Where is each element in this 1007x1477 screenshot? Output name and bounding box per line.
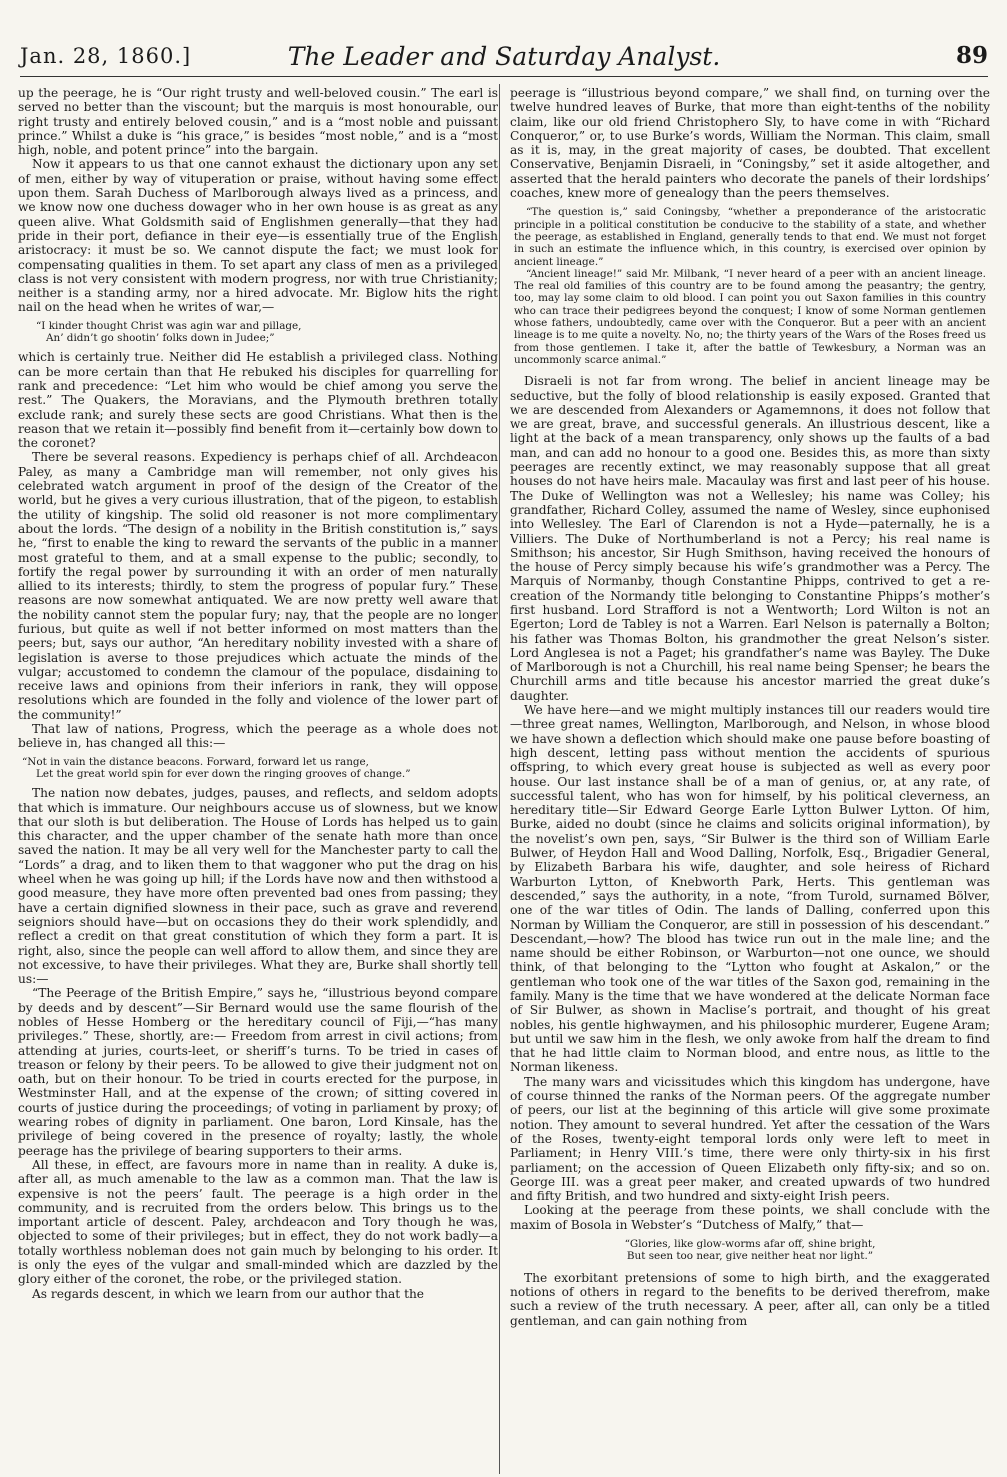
page-number: 89 [955,42,988,69]
verse-line: “Glories, like glow-worms afar off, shine bright, [624,1238,876,1251]
verse-line: “I kinder thought Christ was agin war and pillage, [36,319,302,332]
paragraph: Now it appears to us that one cannot exhaust the dictionary upon any set of men, either by way of vituperation or praise, without having some effect upon them. Sarah Duchess of Marlborough always lived as a princess, and we know now one duchess dowager who in her own house is as great as any queen alive. What Goldsmith said of Englishmen generally—that they had pride in their port, defiance in their eye—is essentially true of the English aristocracy: it must be so. We cannot dispute the fact; we must look for compensating qualities in them. To set apart any class of men as a privileged class is not very consistent with modern progress, nor with true Christianity; neither is a standing army, nor a hired advocate. Mr. Biglow hits the right nail on the head when he writes of war,— [18,157,498,315]
paragraph: The many wars and vicissitudes which this kingdom has undergone, have of course thinned the ranks of the Norman peers. Of the aggregate number of peers, our list at the beginning of this article will give some proximate notion. They amount to several hundred. Yet after the cessation of the Wars of the Roses, twenty-eight temporal lords only were left to meet in Parliament; in Henry VIII.’s time, there were only thirty-six in his first parliament; on the accession of Queen Elizabeth only fifty-six; and so on. George III. was a great peer maker, and created upwards of two hundred and fifty British, and two hundred and sixty-eight Irish peers. [510,1074,990,1204]
column-divider [499,84,500,1474]
paragraph: Looking at the peerage from these points, we shall conclude with the maxim of Bosola in Webster’s “Dutchess of Malfy,” that— [510,1203,990,1232]
left-column [18,86,498,1471]
paragraph: “The Peerage of the British Empire,” says he, “illustrious beyond compare by deeds and by descent”—Sir Bernard would use the same flourish of the nobles of Hesse Homberg or the hereditary council of Fiji,—“has many privileges.” These, shortly, are:— Freedom from arrest in civil actions; from attending at juries, courts-leet, or sheriff’s turns. To be tried in cases of treason or felony by their peers. To be allowed to give their judgment not on oath, but on their honour. To be tried in courts erected for the purpose, in Westminster Hall, and at the expense of the crown; of sitting covered in courts of justice during the proceedings; of voting in parliament by proxy; of wearing robes of dignity in parliament. One baron, Lord Kinsale, has the privilege of being covered in the presence of royalty; lastly, the whole peerage has the privilege of bearing supporters to their arms. [18,986,498,1158]
paragraph: which is certainly true. Neither did He establish a privileged class. Nothing can be more certain than that He rebuked his disciples for quarrelling for rank and precedence: “Let him who would be chief among you serve the rest.” The Quakers, the Moravians, and the Plymouth brethren totally exclude rank; and surely these sects are good Christians. What then is the reason that we retain it—possibly find benefit from it—certainly bow down to the coronet? [18,350,498,451]
paragraph: We have here—and we might multiply instances till our readers would tire—three great names, Wellington, Marlborough, and Nelson, in whose blood we have shown a deflection which should make one pause before boasting of high descent, letting pass without mention the accidents of spurious offspring, to which every great house is subjected as well as every poor house. Our last instance shall be of a man of genius, or, at any rate, of successful talent, who has won for himself, by his political cleverness, an hereditary title—Sir Edward George Earle Lytton Bulwer Lytton. Of him, Burke, aided no doubt (since he claims and solicits original information), by the novelist’s own pen, says, “Sir Bulwer is the third son of William Earle Bulwer, of Heydon Hall and Wood Dalling, Norfolk, Esq., Brigadier General, by Elizabeth Barbara his wife, daughter, and sole heiress of Richard Warburton Lytton, of Knebworth Park, Herts. This gentleman was descended,” says the authority, in a note, “from Turold, surnamed Bölver, one of the war titles of Odin. The lands of Dalling, conferred upon this Norman by William the Conqueror, are still in possession of his descendant.” Descendant,—how? The blood has twice run out in the male line; and the name should be either Robinson, or Warburton—not one ounce, we should think, of that belonging to the “Lytton who fought at Askalon,” or the gentleman who took one of the war titles of the Saxon god, remaining in the family. Many is the time that we have wondered at the delicate Norman face of Sir Bulwer, as shown in Maclise’s portrait, and thought of his great nobles, his gentle highwaymen, and his philosophic murderer, Eugene Aram; but until we saw him in the flesh, we only awoke from half the dream to find that he had little claim to Norman blood, and entre nous, as little to the Norman likeness. [510,703,990,1075]
verse-line: An’ didn’t go shootin’ folks down in Judee;” [46,332,275,345]
paragraph: up the peerage, he is “Our right trusty and well-beloved cousin.” The earl is served no better than the viscount; but the marquis is most honourable, our right trusty and entirely beloved cousin,” and is a “most noble and puissant prince.” Whilst a duke is “his grace,” is besides “most noble,” and is a “most high, noble, and potent prince” into the bargain. [18,86,498,158]
paragraph: All these, in effect, are favours more in name than in reality. A duke is, after all, as much amenable to the law as a common man. That the law is expensive is not the peers’ fault. The peerage is a high order in the community, and is recruited from the orders below. This brings us to the important article of descent. Paley, archdeacon and Tory though he was, objected to some of their privileges; but in effect, they do not work badly—a totally worthless nobleman does not gain much by belonging to his order. It is only the eyes of the vulgar and small-minded which are dazzled by the glory either of the coronet, the robe, or the privileged station. [18,1157,498,1287]
publication-title: The Leader and Saturday Analyst. [287,42,721,71]
verse-quote [522,1238,978,1263]
verse-quote [22,755,488,781]
quote-paragraph: “The question is,” said Coningsby, “whether a preponderance of the aristocratic principle in a political constitution be conducive to the stability of a state, and whether the peerage, as established in England, generally tends to that end. We must not forget in such an estimate the influence which, in this country, is exercised over opinion by ancient lineage.” [514,206,986,268]
paragraph: The nation now debates, judges, pauses, and reflects, and seldom adopts that which is immature. Our neighbours accuse us of slowness, but we know that our sloth is but deliberation. The House of Lords has helped us to gain this character, and the upper chamber of the senate hath more than once saved the nation. It may be all very well for the Manchester party to call the “Lords” a drag, and to liken them to that waggoner who put the drag on his wheel when he was going up hill; if the Lords have now and then withstood a good measure, they have more often prevented bad ones from passing; they have a certain dignified slowness in their pace, such as grave and reverend seigniors should have—but on occasions they do their work splendidly, and reflect a credit on that great constitution of which they form a part. It is right, also, since the people can well afford to allow them, and since they are not excessive, to have their privileges. What they are, Burke shall shortly tell us:— [18,786,498,987]
verse-line: Let the great world spin for ever down the ringing grooves of change.” [36,767,411,780]
verse-quote [36,320,488,345]
paragraph: peerage is “illustrious beyond compare,” we shall find, on turning over the twelve hundred leaves of Burke, that more than eight-tenths of the nobility claim, like our old friend Christophero Sly, to have come in with “Richard Conqueror,” or, to use Burke’s words, William the Norman. This claim, small as it is, may, in the great majority of cases, be doubted. That excellent Conservative, Benjamin Disraeli, in “Coningsby,” set it aside altogether, and asserted that the herald painters who decorate the panels of their lordships’ coaches, knew more of genealogy than the peers themselves. [510,86,990,201]
paragraph: The exorbitant pretensions of some to high birth, and the exaggerated notions of others in regard to the benefits to be derived therefrom, make such a review of the truth necessary. A peer, after all, can only be a titled gentleman, and can gain nothing from [510,1270,990,1328]
header-rule [20,76,988,77]
block-quote [514,206,986,366]
issue-date: Jan. 28, 1860.] [20,44,192,68]
paragraph: There be several reasons. Expediency is perhaps chief of all. Archdeacon Paley, as many a Cambridge man will remember, not only gives his celebrated watch argument in proof of the design of the Creator of the world, but he gives a very curious illustration, that of the pigeon, to establish the utility of kingship. The solid old reasoner is not more complimentary about the lords. “The design of a nobility in the British constitution is,” says he, “first to enable the king to reward the servants of the public in a manner most grateful to them, and at a small expense to the public; secondly, to fortify the regal power by surrounding it with an order of men naturally allied to its interests; thirdly, to stem the progress of popular fury.” These reasons are now somewhat antiquated. We are now pretty well aware that the nobility cannot stem the popular fury; nay, that the people are no longer furious, but quite as well if not better informed on most matters than the peers; but, says our author, “An hereditary nobility invested with a share of legislation is averse to those prejudices which actuate the minds of the vulgar; accustomed to condemn the clamour of the populace, disdaining to receive laws and opinions from their inferiors in rank, they will oppose resolutions which are founded in the folly and violence of the lower part of the community!” [18,450,498,722]
page-header [18,40,990,70]
quote-paragraph: “Ancient lineage!” said Mr. Milbank, “I never heard of a peer with an ancient lineage. The real old families of this country are to be found among the peasantry; the gentry, too, may lay some claim to old blood. I can point you out Saxon families in this country who can trace their pedigrees beyond the conquest; I know of some Norman gentlemen whose fathers, undoubtedly, came over with the Conqueror. But a peer with an ancient lineage is to me quite a novelty. No, no; the thirty years of the Wars of the Roses freed us from those gentlemen. I take it, after the battle of Tewkesbury, a Norman was an uncommonly scarce animal.” [514,267,986,366]
paragraph: As regards descent, in which we learn from our author that the [32,1286,425,1301]
verse-line: But seen too near, give neither heat nor light.” [626,1250,874,1263]
right-column [510,86,990,1471]
paragraph: That law of nations, Progress, which the peerage as a whole does not believe in, has changed all this:— [18,722,498,751]
paragraph: Disraeli is not far from wrong. The belief in ancient lineage may be seductive, but the folly of blood relationship is easily exposed. Granted that we are descended from Alexanders or Agamemnons, it does not follow that we are great, brave, and successful generals. An illustrious descent, like a light at the back of a mean transparency, only shows up the faults of a bad man, and can add no honour to a good one. Besides this, as more than sixty peerages are recently extinct, we may reasonably suppose that all great houses do not have heirs male. Macaulay was first and last peer of his house. The Duke of Wellington was not a Wellesley; his name was Colley; his grandfather, Richard Colley, assumed the name of Wesley, since euphonised into Wellesley. The Earl of Clarendon is not a Hyde—paternally, he is a Villiers. The Duke of Northumberland is not a Percy; his real name is Smithson; his ancestor, Sir Hugh Smithson, having received the honours of the house of Percy simply because his wife’s grandmother was a Percy. The Marquis of Normanby, though Constantine Phipps, contrived to get a re-creation of the Normandy title belonging to Constantine Phipps’s mother’s first husband. Lord Strafford is not a Wentworth; Lord Wilton is not an Egerton; Lord de Tabley is not a Warren. Earl Nelson is paternally a Bolton; his father was Thomas Bolton, his grandmother the great Nelson’s sister. Lord Anglesea is not a Paget; his grandfather’s name was Bayley. The Duke of Marlborough is not a Churchill, his real name being Spenser; he bears the Churchill arms and title because his ancestor married the great duke’s daughter. [510,374,990,703]
verse-line: “Not in vain the distance beacons. Forward, forward let us range, [22,755,369,768]
